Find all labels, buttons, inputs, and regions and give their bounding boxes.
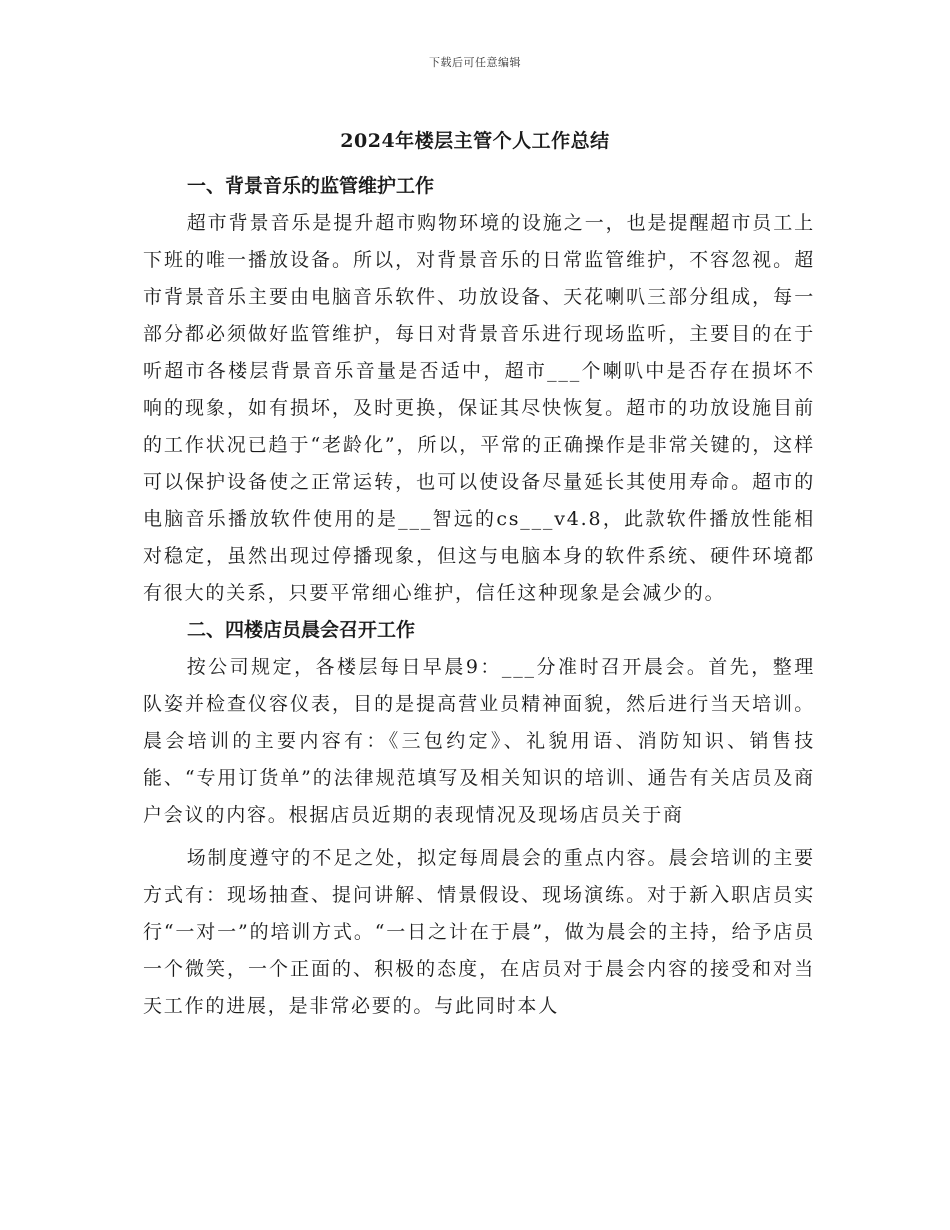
page-header-note: 下载后可任意编辑 — [429, 56, 521, 69]
document-title: 2024年楼层主管个人工作总结 — [340, 130, 610, 152]
section-heading-morning-meeting: 二、四楼店员晨会召开工作 — [187, 619, 416, 641]
document-body — [143, 168, 815, 1025]
paragraph-morning-meeting-2: 场制度遵守的不足之处，拟定每周晨会的重点内容。晨会培训的主要方式有：现场抽查、提问讲解、情景假设、现场演练。对于新入职店员实行“一对一”的培训方式。“一日之计在于晨”，做为晨会的主持，给予店员一个微笑，一个正面的、积极的态度，在店员对于晨会内容的接受和对当天工作的进展，是非常必要的。与此同时本人 — [143, 847, 815, 1017]
section-heading-background-music: 一、背景音乐的监管维护工作 — [187, 175, 435, 197]
paragraph-morning-meeting-1: 按公司规定，各楼层每日早晨9：___分准时召开晨会。首先，整理队姿并检查仪容仪表，目的是提高营业员精神面貌，然后进行当天培训。晨会培训的主要内容有：《三包约定》、礼貌用语、消防知识、销售技能、“专用订货单”的法律规范填写及相关知识的培训、通告有关店员及商户会议的内容。根据店员近期的表现情况及现场店员关于商 — [143, 656, 815, 826]
paragraph-background-music: 超市背景音乐是提升超市购物环境的设施之一，也是提醒超市员工上下班的唯一播放设备。所以，对背景音乐的日常监管维护，不容忽视。超市背景音乐主要由电脑音乐软件、功放设备、天花喇叭三部分组成，每一部分都必须做好监管维护，每日对背景音乐进行现场监听，主要目的在于听超市各楼层背景音乐音量是否适中，超市___个喇叭中是否存在损坏不响的现象，如有损坏，及时更换，保证其尽快恢复。超市的功放设施目前的工作状况已趋于“老龄化”，所以，平常的正确操作是非常关键的，这样可以保护设备使之正常运转，也可以使设备尽量延长其使用寿命。超市的电脑音乐播放软件使用的是___智远的cs___v4.8，此款软件播放性能相对稳定，虽然出现过停播现象，但这与电脑本身的软件系统、硬件环境都有很大的关系，只要平常细心维护，信任这种现象是会减少的。 — [143, 212, 815, 604]
